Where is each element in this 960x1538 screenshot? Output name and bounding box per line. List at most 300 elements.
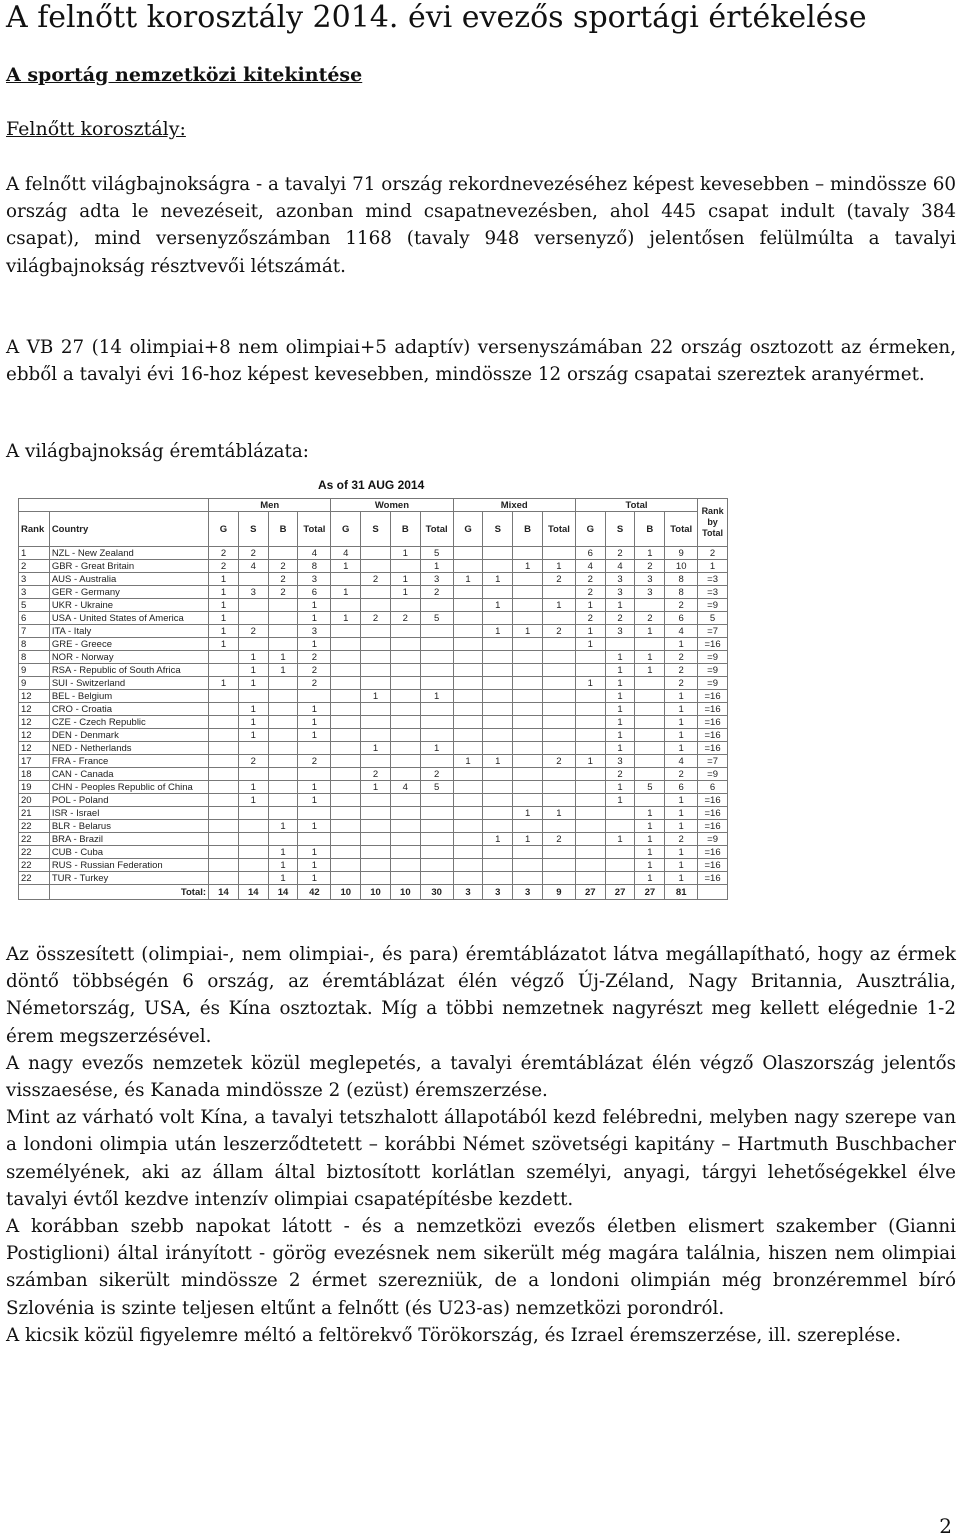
value-cell: =7 (698, 755, 728, 768)
value-cell (483, 716, 513, 729)
rank-cell: 22 (19, 846, 50, 859)
value-cell (331, 781, 361, 794)
value-cell (209, 846, 239, 859)
value-cell (513, 820, 543, 833)
value-cell: 2 (605, 768, 635, 781)
value-cell (483, 820, 513, 833)
value-cell: 1 (238, 729, 268, 742)
value-cell (390, 820, 420, 833)
country-cell: UKR - Ukraine (49, 599, 208, 612)
medal-table-group-row (19, 499, 728, 512)
value-cell: 1 (575, 599, 605, 612)
value-cell: =16 (698, 729, 728, 742)
country-cell: CAN - Canada (49, 768, 208, 781)
value-cell: 1 (238, 664, 268, 677)
value-cell: 1 (543, 807, 576, 820)
value-cell (331, 833, 361, 846)
rank-cell: 1 (19, 547, 50, 560)
value-cell (635, 638, 665, 651)
value-cell (513, 703, 543, 716)
table-row (19, 677, 728, 690)
value-cell: 1 (298, 703, 331, 716)
value-cell: 1 (453, 755, 483, 768)
value-cell (543, 651, 576, 664)
value-cell: 8 (665, 573, 698, 586)
table-row (19, 781, 728, 794)
analysis-paragraph: A kicsik közül figyelemre méltó a feltörekvő Törökország, és Izrael éremszerzése, ill. szereplése. (6, 1324, 902, 1346)
rank-cell: 20 (19, 794, 50, 807)
value-cell: 1 (238, 651, 268, 664)
value-cell (361, 703, 391, 716)
value-cell (543, 547, 576, 560)
analysis-paragraph: A korábban szebb napokat látott - és a nemzetközi evezős életben elismert szakember (Gianni Postiglioni) által irányított - görög evezésnek nem sikerült még magára találnia, hiszen nem olimpiai számban sikerült mindössze 2 érmet szerezniük, de a londoni olimpián még bronzéremmel bíró Szlovénia is szinte teljesen eltűnt a felnőtt (és U23-as) nemzetközi porondról. (6, 1216, 956, 1319)
value-cell (483, 846, 513, 859)
total-cell: 3 (483, 885, 513, 900)
value-cell: 1 (209, 599, 239, 612)
value-cell (390, 846, 420, 859)
value-cell (298, 807, 331, 820)
value-cell: 2 (543, 625, 576, 638)
total-cell: 27 (575, 885, 605, 900)
value-cell: =9 (698, 677, 728, 690)
value-cell (209, 794, 239, 807)
value-cell (298, 742, 331, 755)
value-cell: 1 (698, 560, 728, 573)
value-cell (543, 716, 576, 729)
value-cell (238, 807, 268, 820)
column-header: Total (298, 512, 331, 547)
rank-cell: 19 (19, 781, 50, 794)
value-cell (238, 612, 268, 625)
value-cell (635, 703, 665, 716)
value-cell: 1 (635, 859, 665, 872)
value-cell (331, 638, 361, 651)
value-cell (420, 716, 453, 729)
value-cell: 3 (635, 573, 665, 586)
value-cell: 1 (665, 703, 698, 716)
value-cell: 4 (665, 625, 698, 638)
value-cell: =16 (698, 859, 728, 872)
value-cell (331, 872, 361, 885)
value-cell (605, 638, 635, 651)
value-cell: 6 (665, 781, 698, 794)
table-row (19, 794, 728, 807)
value-cell: =16 (698, 703, 728, 716)
value-cell: 1 (420, 690, 453, 703)
value-cell (483, 612, 513, 625)
value-cell (331, 742, 361, 755)
value-cell: 1 (605, 729, 635, 742)
value-cell (575, 742, 605, 755)
value-cell: 1 (605, 781, 635, 794)
value-cell: 5 (420, 781, 453, 794)
value-cell: 3 (635, 586, 665, 599)
value-cell: 1 (543, 599, 576, 612)
value-cell: 1 (605, 833, 635, 846)
value-cell: 1 (635, 547, 665, 560)
value-cell (420, 729, 453, 742)
value-cell (298, 768, 331, 781)
value-cell: 1 (605, 703, 635, 716)
value-cell (420, 794, 453, 807)
value-cell: 4 (238, 560, 268, 573)
group-header: Rank by Total (698, 499, 728, 547)
value-cell: 3 (420, 573, 453, 586)
value-cell: 1 (665, 872, 698, 885)
value-cell (635, 755, 665, 768)
value-cell: 2 (698, 547, 728, 560)
value-cell (543, 703, 576, 716)
rank-cell: 9 (19, 664, 50, 677)
total-cell: 10 (390, 885, 420, 900)
value-cell: 6 (665, 612, 698, 625)
value-cell: 1 (665, 820, 698, 833)
value-cell (543, 690, 576, 703)
value-cell: 1 (209, 612, 239, 625)
value-cell: 1 (298, 638, 331, 651)
rank-cell: 6 (19, 612, 50, 625)
value-cell: 1 (298, 729, 331, 742)
value-cell: 1 (635, 846, 665, 859)
value-cell: 1 (390, 547, 420, 560)
country-cell: BRA - Brazil (49, 833, 208, 846)
value-cell (361, 638, 391, 651)
value-cell (268, 781, 298, 794)
value-cell (361, 560, 391, 573)
value-cell (331, 677, 361, 690)
column-header: B (635, 512, 665, 547)
column-header: G (331, 512, 361, 547)
value-cell: 1 (483, 599, 513, 612)
value-cell (453, 625, 483, 638)
value-cell: 1 (665, 729, 698, 742)
value-cell (420, 846, 453, 859)
page-number: 2 (939, 1514, 952, 1538)
value-cell (635, 599, 665, 612)
country-cell: TUR - Turkey (49, 872, 208, 885)
section-heading: A sportág nemzetközi kitekintése (6, 64, 363, 86)
value-cell (390, 664, 420, 677)
value-cell: 4 (665, 755, 698, 768)
value-cell: 6 (298, 586, 331, 599)
rank-cell: 8 (19, 638, 50, 651)
value-cell: 4 (390, 781, 420, 794)
value-cell (453, 638, 483, 651)
column-header: Total (420, 512, 453, 547)
value-cell (268, 729, 298, 742)
value-cell (361, 872, 391, 885)
value-cell (483, 729, 513, 742)
value-cell (420, 625, 453, 638)
medal-table-header-row (19, 512, 728, 547)
intro-paragraph: A felnőtt világbajnokságra - a tavalyi 71 ország rekordnevezéséhez képest kevesebben – mindössze 60 ország adta le nevezéseit, azonban mind csapatnevezésben, ahol 445 csapat indult (tavaly 384 csapat), mind versenyzőszámban 1168 (tavaly 948 versenyző) jelentősen felülmúlta a tavalyi világbajnokság résztvevői létszámát. (6, 174, 956, 277)
value-cell: 2 (575, 573, 605, 586)
value-cell: 5 (420, 547, 453, 560)
value-cell (298, 690, 331, 703)
value-cell: 2 (209, 547, 239, 560)
value-cell: 1 (635, 664, 665, 677)
value-cell (453, 703, 483, 716)
value-cell: 1 (209, 625, 239, 638)
value-cell (453, 794, 483, 807)
value-cell (268, 768, 298, 781)
value-cell: 1 (575, 625, 605, 638)
value-cell: 1 (635, 872, 665, 885)
value-cell (331, 794, 361, 807)
column-header: B (390, 512, 420, 547)
value-cell (575, 807, 605, 820)
analysis-paragraph: A nagy evezős nemzetek közül meglepetés, a tavalyi éremtáblázat élén végző Olaszország jelentős visszaesése, és Kanada mindössze 2 (ezüst) éremszerzése. (6, 1052, 956, 1102)
value-cell (483, 560, 513, 573)
value-cell: 1 (543, 560, 576, 573)
rank-cell: 17 (19, 755, 50, 768)
value-cell: 1 (635, 833, 665, 846)
rank-cell: 21 (19, 807, 50, 820)
value-cell: 2 (665, 651, 698, 664)
value-cell (390, 807, 420, 820)
country-cell: ISR - Israel (49, 807, 208, 820)
value-cell (361, 625, 391, 638)
value-cell (209, 768, 239, 781)
value-cell: 1 (209, 638, 239, 651)
value-cell (513, 859, 543, 872)
value-cell: 1 (605, 794, 635, 807)
value-cell: =16 (698, 716, 728, 729)
value-cell: 2 (390, 612, 420, 625)
value-cell: 2 (543, 573, 576, 586)
value-cell (268, 690, 298, 703)
value-cell (453, 664, 483, 677)
value-cell (331, 625, 361, 638)
value-cell: 2 (298, 664, 331, 677)
country-cell: CUB - Cuba (49, 846, 208, 859)
value-cell (268, 716, 298, 729)
value-cell: 4 (331, 547, 361, 560)
value-cell: 1 (420, 742, 453, 755)
value-cell: 1 (513, 625, 543, 638)
value-cell (390, 768, 420, 781)
value-cell (635, 690, 665, 703)
value-cell: 3 (605, 625, 635, 638)
value-cell: 2 (420, 586, 453, 599)
value-cell: 1 (298, 716, 331, 729)
value-cell: 1 (635, 625, 665, 638)
value-cell (513, 651, 543, 664)
value-cell (390, 755, 420, 768)
country-cell: BEL - Belgium (49, 690, 208, 703)
value-cell (390, 625, 420, 638)
value-cell (390, 859, 420, 872)
value-cell (331, 807, 361, 820)
value-cell: 2 (665, 599, 698, 612)
value-cell (238, 846, 268, 859)
value-cell (420, 664, 453, 677)
value-cell: 1 (298, 781, 331, 794)
value-cell (390, 833, 420, 846)
value-cell: 1 (209, 573, 239, 586)
value-cell (543, 586, 576, 599)
value-cell: 6 (698, 781, 728, 794)
value-cell: 1 (605, 664, 635, 677)
value-cell (605, 820, 635, 833)
value-cell (238, 872, 268, 885)
value-cell (238, 638, 268, 651)
value-cell: 2 (298, 755, 331, 768)
subsection-heading: Felnőtt korosztály: (6, 118, 186, 140)
value-cell: =9 (698, 651, 728, 664)
value-cell: 2 (361, 768, 391, 781)
value-cell (453, 820, 483, 833)
country-cell: CHN - Peoples Republic of China (49, 781, 208, 794)
value-cell: 1 (209, 677, 239, 690)
rank-cell: 22 (19, 872, 50, 885)
value-cell (453, 807, 483, 820)
value-cell: =16 (698, 820, 728, 833)
value-cell: 1 (238, 781, 268, 794)
value-cell (483, 794, 513, 807)
value-cell (453, 781, 483, 794)
value-cell: 1 (605, 742, 635, 755)
value-cell (298, 833, 331, 846)
table-row (19, 664, 728, 677)
value-cell: 1 (665, 742, 698, 755)
value-cell (543, 664, 576, 677)
value-cell (331, 820, 361, 833)
rank-cell: 7 (19, 625, 50, 638)
value-cell: 1 (605, 690, 635, 703)
value-cell (453, 599, 483, 612)
value-cell (575, 833, 605, 846)
rank-cell: 18 (19, 768, 50, 781)
country-cell: AUS - Australia (49, 573, 208, 586)
total-cell: 10 (361, 885, 391, 900)
country-cell: RUS - Russian Federation (49, 859, 208, 872)
group-spacer (19, 499, 209, 512)
value-cell: 10 (665, 560, 698, 573)
table-row (19, 573, 728, 586)
value-cell (361, 859, 391, 872)
value-cell: =3 (698, 573, 728, 586)
value-cell: 2 (238, 625, 268, 638)
table-row (19, 768, 728, 781)
value-cell (390, 872, 420, 885)
table-row (19, 560, 728, 573)
value-cell: =9 (698, 664, 728, 677)
column-header: Country (49, 512, 208, 547)
value-cell (453, 586, 483, 599)
value-cell: =16 (698, 742, 728, 755)
table-row (19, 651, 728, 664)
value-cell (483, 690, 513, 703)
value-cell: 5 (635, 781, 665, 794)
value-cell: 1 (298, 820, 331, 833)
rank-cell: 12 (19, 690, 50, 703)
rank-cell: 5 (19, 599, 50, 612)
value-cell (390, 638, 420, 651)
table-row (19, 547, 728, 560)
value-cell: 1 (665, 690, 698, 703)
total-cell: 27 (605, 885, 635, 900)
value-cell (238, 573, 268, 586)
value-cell: 2 (361, 573, 391, 586)
rank-cell: 8 (19, 651, 50, 664)
table-row (19, 612, 728, 625)
table-row (19, 729, 728, 742)
value-cell (453, 716, 483, 729)
value-cell (361, 846, 391, 859)
value-cell: 1 (238, 677, 268, 690)
value-cell (238, 742, 268, 755)
value-cell: 1 (298, 846, 331, 859)
value-cell (483, 677, 513, 690)
value-cell (635, 716, 665, 729)
value-cell (575, 859, 605, 872)
value-cell (605, 859, 635, 872)
value-cell (209, 729, 239, 742)
value-cell (268, 794, 298, 807)
page-title: A felnőtt korosztály 2014. évi evezős sportági értékelése (6, 0, 867, 35)
value-cell: 1 (635, 820, 665, 833)
value-cell (209, 859, 239, 872)
value-cell (483, 664, 513, 677)
value-cell: 4 (298, 547, 331, 560)
value-cell: 2 (361, 612, 391, 625)
value-cell: 1 (635, 651, 665, 664)
value-cell (543, 846, 576, 859)
value-cell (390, 794, 420, 807)
value-cell (483, 807, 513, 820)
value-cell: 6 (575, 547, 605, 560)
value-cell (453, 859, 483, 872)
value-cell (513, 794, 543, 807)
total-cell: 10 (331, 885, 361, 900)
value-cell (605, 807, 635, 820)
value-cell (390, 677, 420, 690)
value-cell (390, 651, 420, 664)
total-cell: 30 (420, 885, 453, 900)
value-cell (635, 794, 665, 807)
value-cell (361, 807, 391, 820)
value-cell (453, 677, 483, 690)
table-row (19, 638, 728, 651)
value-cell: 1 (390, 573, 420, 586)
country-cell: POL - Poland (49, 794, 208, 807)
country-cell: GER - Germany (49, 586, 208, 599)
country-cell: FRA - France (49, 755, 208, 768)
value-cell (575, 872, 605, 885)
value-cell (209, 703, 239, 716)
value-cell (543, 677, 576, 690)
value-cell (483, 781, 513, 794)
value-cell (268, 638, 298, 651)
value-cell (390, 716, 420, 729)
value-cell (483, 638, 513, 651)
value-cell: 1 (298, 872, 331, 885)
value-cell (361, 651, 391, 664)
value-cell: 1 (331, 612, 361, 625)
group-header: Mixed (453, 499, 575, 512)
value-cell: 1 (209, 586, 239, 599)
value-cell (453, 833, 483, 846)
value-cell (238, 820, 268, 833)
value-cell (361, 547, 391, 560)
value-cell (543, 794, 576, 807)
value-cell: 2 (543, 755, 576, 768)
value-cell: 2 (268, 573, 298, 586)
value-cell (361, 820, 391, 833)
total-cell: Total: (49, 885, 208, 900)
value-cell (268, 833, 298, 846)
